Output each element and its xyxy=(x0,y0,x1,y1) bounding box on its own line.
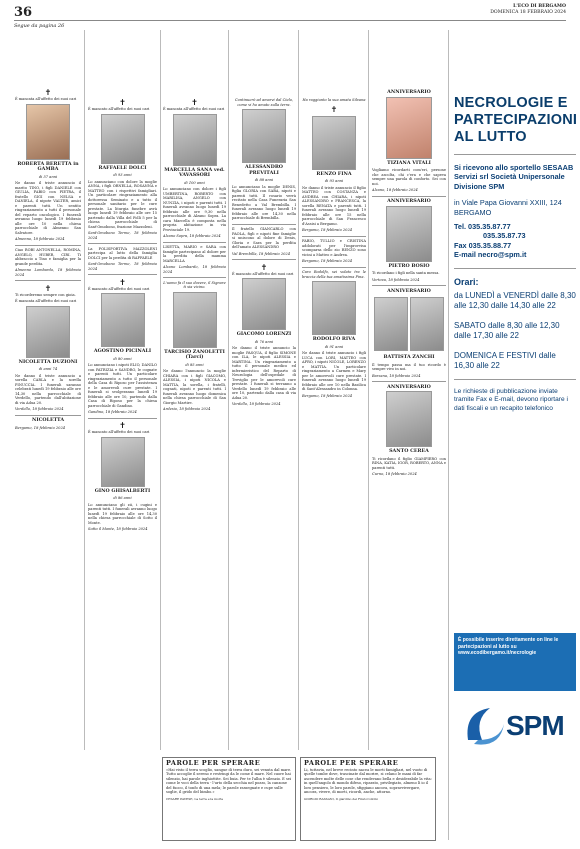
notice-intro: Ha raggiunto la sua amata Silvana xyxy=(302,98,366,102)
contact-info xyxy=(454,163,576,260)
deceased-name: GINO GHISALBERTI xyxy=(94,487,151,494)
notice-text: Ti ricordano i figli nella santa messa. xyxy=(372,271,440,275)
notice-intro: È mancata all'affetto dei suoi cari xyxy=(15,299,77,303)
deceased-name: TARCISIO ZANOLETTI (Tarci) xyxy=(164,348,225,360)
notice-text: Ne danno il triste annuncio a sorella CARLA e la sorella PINUCCIA. I funerali saranno celebrati lunedì 19 febbraio alle ore 14,30 nella parrocchiale di Verdello, partendo dall'abitazione di via Adua 20. xyxy=(15,373,81,405)
notice-text: Ne danno l'annuncio la moglie CHIARA con i figli GIACOMO, ALESSIA, i nipoti NICOLA e MATTIA, la sorella, i fratelli, cognati, nipoti e parenti tutti. I funerali avranno luogo domenica nella chiesa parrocchiale di San Giorgio Martire. xyxy=(163,369,226,405)
notice-quote: L'uomo fa il suo dovere, il Signore ti sia vicino. xyxy=(163,280,226,289)
cross-icon: ✝ xyxy=(44,88,52,97)
deceased-name: SANTO CEREA xyxy=(389,448,429,454)
col-separator xyxy=(298,30,299,750)
newspaper-name: L'ECO DI BERGAMO xyxy=(513,4,566,9)
portrait-photo xyxy=(386,206,432,262)
deceased-name: RAFFAELE DOLCI xyxy=(98,164,147,171)
notice-date: Vertova, 18 febbraio 2024 xyxy=(372,277,420,282)
deceased-age: di 86 anni xyxy=(113,496,132,500)
portrait-photo xyxy=(242,278,286,330)
fax-email-note: Le richieste di pubblicazione inviate tramite Fax e E-mail, devono riportare i dati fiscali e un recapito telefonico xyxy=(454,387,568,412)
divider xyxy=(232,224,296,225)
portrait-photo xyxy=(386,391,432,447)
notice-intro: È mancata all'affetto dei suoi cari xyxy=(163,107,225,111)
portrait-photo xyxy=(173,114,217,166)
deceased-name: ALESSANDRO PREVITALI xyxy=(244,164,283,176)
cross-icon: ✝ xyxy=(260,262,268,272)
notice-date: Verdello, 18 febbraio 2024 xyxy=(15,407,64,411)
column-anniversaries xyxy=(372,88,446,828)
divider xyxy=(15,280,81,281)
notice-date: Alzano Lombardo, 18 febbraio 2024 xyxy=(163,265,226,274)
notice-date: Almenno, 18 febbraio 2024 xyxy=(15,237,65,241)
cross-icon: ✝ xyxy=(119,277,126,287)
deceased-name: MARCELLA SANA ved. VAVASSORI xyxy=(164,166,225,178)
notice-date: Bergamo, 18 febbraio 2024 xyxy=(302,393,353,398)
notice-text: Lo annunciano i nipoti ELIO, DANILO con PATRIZIA e SANDRO, le cognate e parenti tutti. Un particolare ringraziamento a tutto il personale della Casa di Riposo per l'assistenza e le amorevoli cure prestate. I funerali si svolgeranno lunedì 19 febbraio alle ore 10, partendo dalla Casa di Riposo per la chiesa parrocchiale di Gandino. xyxy=(88,363,157,408)
anniversary-label: ANNIVERSARIO xyxy=(387,89,431,95)
panel-title: NECROLOGIE E PARTECIPAZIONI AL LUTTO xyxy=(454,95,578,145)
sunday-hours: DOMENICA E FESTIVI dalle 16,30 alle 22 xyxy=(454,350,556,370)
deceased-age: di 91 anni xyxy=(324,344,344,349)
notice-date: Barzana, 18 febbraio 2024 xyxy=(372,373,421,378)
notice-text: Ne danno il triste annuncio la moglie PASQUA, il figlio SIMONE con ILA, le nipoti ALESSIA e MARTINA. Un ringraziamento a tutto il personale medico ed infermieristico del Reparto di Neurologia dell'ospedale di Treviglio per le amorevoli cure prestate. I funerali si terranno a Verdello lunedì 19 febbraio alle ore 10, partendo dalla casa di via Adua 20. xyxy=(232,346,296,400)
notice-text: Vogliamo ricordarti com'eri, persone che ascolta, chi c'era e che sapeva sempre una parola di conforto. Sei con noi. xyxy=(372,168,446,186)
notice-text: Ciao ROBI ANTONELLA, ROMINA, ANGELO, HUBER, CIRI. Ti abbraccio a Tino e famiglia per la grande perdita. xyxy=(15,248,81,266)
spm-logo-text: SPM xyxy=(506,710,564,741)
address-text: in Viale Papa Giovanni XXIII, 124 BERGAMO xyxy=(454,198,562,217)
notice-text: La POLISPORTIVA MAZZOLENI partecipa al lutto della famiglia DOLCI per la perdita di RAFFAELE xyxy=(88,246,157,260)
cross-icon: ✝ xyxy=(119,421,126,430)
divider xyxy=(88,274,157,275)
portrait-photo xyxy=(312,281,356,335)
column-1 xyxy=(15,88,81,849)
deceased-name: NICOLETTA xyxy=(31,417,65,423)
opening-hours xyxy=(454,277,576,371)
notice-intro: È mancato all'affetto dei suoi cari xyxy=(88,430,150,434)
divider xyxy=(163,242,226,243)
notice-text: Ti ricordano il figlio GIAMPIERO con RINA, KATIA, IGOR, ROBERTO, ANNA e parenti tutti. xyxy=(372,456,446,470)
notice-date: Alzano Sopra, 18 febbraio 2024 xyxy=(163,234,221,238)
notice-date: Val Brembilla, 18 febbraio 2024 xyxy=(232,251,291,256)
notice-text: FABIO, TULLIO e CRISTINA addolorati per l'improvvisa scomparsa dello zio RENZO sono vicini a Matteo e Andrea. xyxy=(302,239,366,257)
notice-text: Lo annunciano con dolore i figli UMBERTINA, ROBERTO con MARILISA, ANGELO con NUNZIA, i nipoti e parenti tutti. I funerali avranno luogo lunedì 19 febbraio alle ore 9,30 nella parrocchiale di Alzano Sopra. La cara Marcella è composta nella propria abitazione in via Provinciale 19. xyxy=(163,187,226,232)
notice-text: Lo annunciano gli zii, i cugini e parenti tutti. I funerali avranno luogo lunedì 19 febbraio alle ore 14,30 nella chiesa parrocchiale di Sotto il Monte. xyxy=(88,502,157,525)
deceased-name: PIETRO BOSIO xyxy=(388,262,430,269)
portrait-photo xyxy=(101,437,145,487)
deceased-age: di 76 anni xyxy=(254,339,274,344)
quote-title: PAROLE PER SPERARE xyxy=(304,759,399,767)
notice-date: Curno, 18 febbraio 2024 xyxy=(372,472,417,476)
deceased-name: AGOSTINO PICINALI xyxy=(93,348,152,354)
cross-icon: ✝ xyxy=(119,98,126,107)
notice-intro: È mancato all'affetto dei suoi cari xyxy=(88,107,150,111)
divider xyxy=(88,243,157,244)
notice-quote: Continuerò ad amarvi dal Cielo, come vi ho amato sulla terra. xyxy=(234,98,294,107)
notice-date: Alzano, 18 febbraio 2024 xyxy=(372,188,418,192)
column-2 xyxy=(88,98,157,849)
notice-text: Il tempo passa ma il tuo ricordo è sempre vivo in noi. xyxy=(372,362,446,371)
online-notice-box xyxy=(454,633,576,691)
divider xyxy=(88,418,157,419)
notice-date: Sant'Omobono Terme, 18 febbraio 2024 xyxy=(88,231,157,240)
divider xyxy=(302,236,366,237)
header-rule xyxy=(14,20,566,21)
col-separator xyxy=(160,30,161,750)
masthead xyxy=(490,4,566,16)
notice-intro: È mancato all'affetto dei suoi cari xyxy=(88,286,150,291)
continued-note: Segue da pagina 26 xyxy=(14,23,65,29)
photo-pair xyxy=(372,295,446,353)
deceased-name: BATTISTA ZANCHI xyxy=(383,354,435,360)
divider xyxy=(454,268,576,269)
col-separator xyxy=(228,30,229,750)
portrait-photo xyxy=(374,297,408,351)
deceased-age: di 57 anni xyxy=(38,174,58,179)
anniversary-label: ANNIVERSARIO xyxy=(387,287,431,294)
weekday-hours: da LUNEDÌ a VENERDÌ dalle 8,30 alle 12,30 dalle 14,30 alle 22 xyxy=(454,290,576,310)
spm-logo xyxy=(460,700,570,754)
cross-icon: ✝ xyxy=(330,104,338,114)
anniversary-label: ANNIVERSARIO xyxy=(387,383,431,390)
portrait-photo xyxy=(26,306,70,358)
deceased-age: di 88 anni xyxy=(254,178,274,182)
notice-text: Lo annunciano la moglie DENIS, figlia GLORIA con SABA, nipoti e parenti tutti. Il rosario verrà recitato nella Casa Funeraria San Benedetto a Val Brembilla. I funerali avranno luogo lunedì 19 febbraio alle ore 14,30 nella parrocchiale di Brembilla. xyxy=(232,184,296,220)
quote-text: Li, tuttavia, nel breve recinto nacea le morti famigliari, nel vuoto di quelle tombe dove, trascinate dal morire, si celano le mani di far ascendere molte delle cose che rendevano bella e desiderabile la vita: in quell'angolo di mondo difeso, riparato, privilegiato, almeno lì io il loro pensiero, le loro parole, sfiggiano ancora, sopravvivergare, ancora, vivere, di morti, ricordi, anche, attorno. xyxy=(304,767,432,794)
deceased-name: ROBERTA BERETTA in GAMBA xyxy=(17,160,79,172)
deceased-name: GIACOMO LORENZI xyxy=(236,331,292,337)
deceased-age: di anni 74 xyxy=(38,367,58,371)
col-separator xyxy=(448,30,449,840)
quote-title: PAROLE PER SPERARE xyxy=(166,759,261,767)
anniversary-label: ANNIVERSARIO xyxy=(387,198,431,204)
fax-number: Fax 035.35.88.77 xyxy=(454,240,512,250)
cross-icon: ✝ xyxy=(191,98,198,107)
col-separator xyxy=(368,30,369,750)
notice-date: Verdello, 18 febbraio 2024 xyxy=(232,402,281,406)
deceased-age: di 93 anni xyxy=(113,173,132,177)
deceased-age: di 93 anni xyxy=(324,179,344,183)
phone-number-2[interactable]: 035.35.87.73 xyxy=(483,231,526,241)
portrait-photo xyxy=(26,104,70,160)
deceased-name: NICOLETTA DUZIONI xyxy=(18,358,78,365)
deceased-age: di 85 anni xyxy=(185,362,204,367)
divider xyxy=(302,267,366,268)
deceased-age: di 100 anni xyxy=(184,180,205,185)
notice-date: Gandino, 18 febbraio 2024 xyxy=(88,410,137,414)
notice-text: Ne danno il triste annuncio i figli LUCA con LORI, MATTEO con AFRO, i nipoti NICOLE, LORENZO e MATTIA. Un particolare ringraziamento a Carmen e Mary per le amorevoli cure prestate. I funerali avranno luogo lunedì 19 febbraio alle ore 10 nella Basilica di Sant'Alessandro in Colonna. xyxy=(302,351,366,391)
orari-label: Orari: xyxy=(454,276,479,287)
column-4 xyxy=(232,98,296,718)
saturday-hours: SABATO dalle 8,30 alle 12,30 dalle 17,30 alle 22 xyxy=(454,320,560,340)
notice-text: Lo annunciano con dolore la moglie ANNA, i figli ORNELLA, ROSANNA e MATTEO con i rispettivi famigliari. Un particolare ringraziamento alla dottoressa Seminato e a tutto il personale sanitario per le cure prestate. La liturgia funebre avrà luogo lunedì 19 febbraio alle ore 15 partendo dalla Villa del Folli 5 per la chiesa parrocchiale di Sant'Omobono, frazione Mazzoleni. xyxy=(88,179,157,229)
online-notice-text[interactable]: È possibile inserire direttamente on line le partecipazioni al lutto su www.ecodibergamo.it/necrologie xyxy=(458,637,559,656)
column-5 xyxy=(302,98,366,718)
notice-date: Ardesio, 18 febbraio 2024 xyxy=(163,407,211,411)
necrologie-info-panel xyxy=(454,95,576,413)
divider xyxy=(454,379,576,380)
notice-date: Bergamo, 18 febbraio 2024 xyxy=(15,425,66,430)
notice-date: Bergamo, 18 febbraio 2024 xyxy=(302,228,353,232)
notice-intro: Caro Rodolfo, sei volato tra le braccia della tua amatissima Pina. xyxy=(302,270,366,279)
notice-intro: È mancata all'affetto dei suoi cari xyxy=(15,97,77,101)
divider xyxy=(15,415,81,416)
quote-source: CESARE PAVESE, La terra e la morte xyxy=(166,796,224,801)
divider xyxy=(372,381,446,382)
edition-date: DOMENICA 18 FEBBRAIO 2024 xyxy=(490,10,566,15)
quote-box xyxy=(162,757,296,841)
portrait-photo xyxy=(410,297,444,351)
cross-icon: ✝ xyxy=(44,283,52,293)
divider xyxy=(232,259,296,260)
page-number: 36 xyxy=(14,5,33,20)
notice-date: Sotto il Monte, 18 febbraio 2024 xyxy=(88,527,148,531)
notice-text: Ne danno il triste annuncio il marito TINO, i figli DANIELE con GIULIA, FABIO con PIETRA, il fratello GIGI con NELSA e DANIELA, il nipote VALTER, amici e parenti tutti. Un sentito ringraziamento a tutti il personale del reparto oncologico. I funerali avranno luogo lunedì 19 febbraio alle ore 10 nella chiesa parrocchiale di Almenno San Salvatore. xyxy=(15,181,81,235)
notice-text: Ti ricorderemo sempre con gioia. xyxy=(15,292,76,297)
phone-number[interactable]: Tel. 035.35.87.77 xyxy=(454,222,511,232)
email-link[interactable]: E-mail necro@spm.it xyxy=(454,250,527,260)
deceased-age: di 80 anni xyxy=(113,356,132,361)
divider xyxy=(163,277,226,278)
divider xyxy=(372,285,446,286)
deceased-name: RODOLFO RIVA xyxy=(312,336,356,342)
notice-date: Almenno Lombardo, 18 febbraio 2024 xyxy=(15,268,81,277)
divider xyxy=(372,196,446,197)
notice-date: Sant'Omobono Terme, 18 febbraio 2024 xyxy=(88,262,157,271)
col-separator xyxy=(84,30,85,750)
divider xyxy=(15,245,81,246)
notice-intro: È mancato all'affetto dei suoi cari xyxy=(232,271,294,276)
portrait-photo xyxy=(101,293,145,347)
divider xyxy=(454,154,576,155)
notice-text: LISETTA, MARIO e SARA con famiglie partecipano al dolore per la perdita della mamma MARCELLA xyxy=(163,245,226,263)
notice-text: Il fratello GIANCARLO con PAOLA, figli e nipoti fine famiglie si uniscono al dolore di Denis, Gloria e Sara per la perdita dell'amato ALESSANDRO xyxy=(232,227,296,249)
deceased-name: RENZO FINA xyxy=(316,170,352,177)
notice-date: Bergamo, 18 febbraio 2024 xyxy=(302,259,353,263)
notice-text: Ne danno il triste annuncio il figlio MATTEO con COSTANZA e ANDREA con CHIARA, i nipoti ALESSANDRO e FRANCESCA, la sorella RENATA e parenti tutti. I funerali avranno luogo lunedì 19 febbraio alle ore 15 nella parrocchiale di San Francesco d'Assisi a Bergamo. xyxy=(302,185,366,226)
sportello-text: Si ricevono allo sportello SESAAB Servizi srl Società Unipersonale Divisione SPM xyxy=(454,163,574,191)
column-3 xyxy=(163,98,226,758)
portrait-photo xyxy=(101,114,145,164)
portrait-photo xyxy=(242,109,286,163)
portrait-photo xyxy=(312,116,356,170)
portrait-photo xyxy=(173,292,217,348)
quote-box xyxy=(300,757,436,841)
quote-text: «Hai visto il terra scoglio, sangue di terra duro, sei venuta dal mare. Tutto accoglie il sereno e restringi da le come il mare. Nel cuore hai silenzio, hai parole inghiottite. Sei buia. Per te l'alba è silenzio. E sei come le voci della terra - l'urto della secchia nel pozzo, la canzone del fuoco, il tonfo di una mela; le parole rassegnate e cupe sulle soglie, il grido del bimbo.» xyxy=(166,767,292,794)
quote-source: GIORGIO BASSANI, Il giardino dei Finzi-Contini xyxy=(304,796,378,801)
portrait-photo xyxy=(386,97,432,159)
deceased-name: TIZIANA VITALI xyxy=(387,159,431,166)
